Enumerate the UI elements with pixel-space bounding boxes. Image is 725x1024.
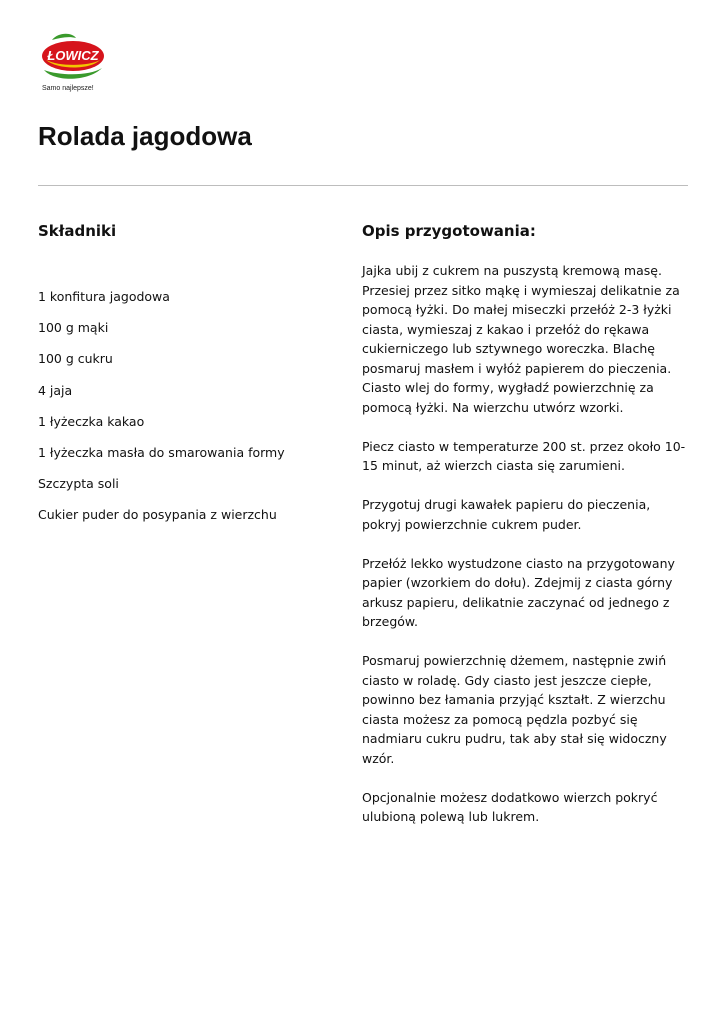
preparation-heading: Opis przygotowania: — [362, 222, 536, 240]
ingredient-item: 1 łyżeczka masła do smarowania formy — [38, 444, 285, 460]
brand-name: ŁOWICZ — [47, 48, 99, 63]
preparation-step: Przygotuj drugi kawałek papieru do pieczenia, pokryj powierzchnie cukrem puder. — [362, 497, 651, 532]
title-divider — [38, 185, 688, 186]
ingredient-item: 1 łyżeczka kakao — [38, 413, 145, 429]
preparation-steps — [362, 261, 692, 846]
ingredients-heading: Składniki — [38, 222, 117, 240]
recipe-title: Rolada jagodowa — [38, 121, 252, 151]
ingredient-item: 100 g cukru — [38, 351, 113, 367]
ingredient-item: Szczypta soli — [38, 476, 119, 492]
preparation-step: Piecz ciasto w temperaturze 200 st. przez około 10-15 minut, aż wierzch ciasta się zarumieni. — [362, 438, 686, 473]
ingredient-item: 1 konfitura jagodowa — [38, 289, 170, 304]
brand-tagline: Samo najlepsze! — [42, 85, 94, 92]
preparation-step: Jajka ubij z cukrem na puszystą kremową masę. Przesiej przez sitko mąkę i wymieszaj delikatnie za pomocą łyżki. Do małej miseczki przełóż 2-3 łyżki ciasta, wymieszaj z kakao i przełóż do rękawa cukierniczego lub sztywnego woreczka. Blachę posmaruj masłem i wyłóż papierem do pieczenia. Ciasto wlej do formy, wygładź powierzchnię za pomocą łyżki. Na wierzchu utwórz wzorki. — [362, 263, 680, 415]
preparation-step: Przełóż lekko wystudzone ciasto na przygotowany papier (wzorkiem do dołu). Zdejmij z ciasta górny arkusz papieru, delikatnie zaczynać od jednego z brzegów. — [362, 555, 675, 629]
ingredient-item: Cukier puder do posypania z wierzchu — [38, 507, 277, 523]
preparation-step: Opcjonalnie możesz dodatkowo wierzch pokryć ulubioną polewą lub lukrem. — [362, 789, 658, 824]
ingredient-item: 100 g mąki — [38, 320, 109, 336]
ingredient-item: 4 jaja — [38, 382, 73, 398]
ingredients-list — [38, 288, 338, 538]
preparation-step: Posmaruj powierzchnię dżemem, następnie zwiń ciasto w roladę. Gdy ciasto jest jeszcze ciepłe, powinno bez łamania przyjąć kształt. Z wierzchu ciasta możesz za pomocą pędzla pozbyć się nadmiaru cukru pudru, tak aby stał się widoczny wzór. — [362, 653, 667, 766]
